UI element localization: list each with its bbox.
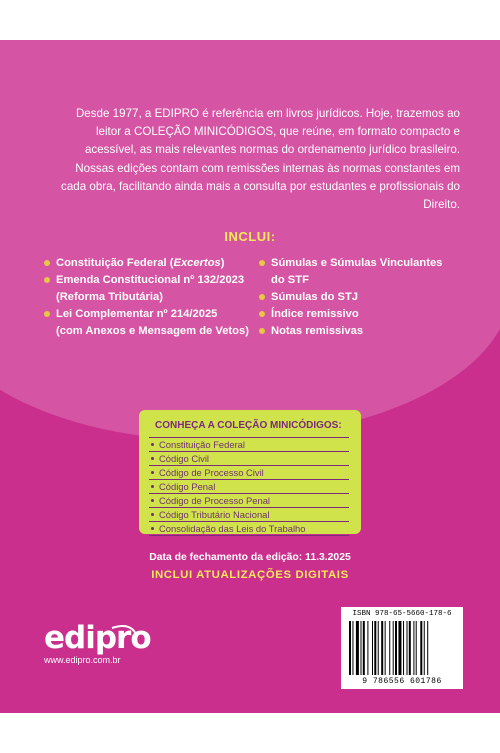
back-cover — [0, 40, 500, 713]
includes-heading: INCLUI: — [224, 229, 276, 244]
collection-item: Consolidação das Leis do Trabalho — [149, 522, 349, 536]
barcode-bar — [349, 621, 351, 675]
bullet-icon — [259, 311, 265, 317]
bullet-icon — [259, 328, 265, 334]
bullet-icon — [44, 277, 50, 283]
isbn-label: ISBN 978-65-5660-178-6 — [352, 610, 452, 618]
barcode-bar — [363, 621, 365, 675]
barcode-bar — [407, 621, 408, 675]
barcode-bar — [352, 621, 353, 675]
barcode-bar — [403, 621, 404, 675]
barcode-bar — [393, 621, 394, 675]
barcode-bar — [356, 621, 359, 675]
barcode-bar — [398, 621, 401, 675]
bullet-icon — [44, 311, 50, 317]
collection-item: Código Tributário Nacional — [149, 508, 349, 522]
logo-text: edipro — [44, 620, 151, 656]
collection-panel — [139, 410, 361, 534]
barcode-bar — [420, 621, 422, 675]
barcode-bar — [424, 621, 425, 675]
barcode-bar — [395, 621, 397, 675]
collection-item: Código Civil — [149, 452, 349, 466]
barcode-bar — [374, 621, 376, 675]
includes-item: Súmulas e Súmulas Vinculantes do STF — [259, 255, 469, 289]
barcode-bar — [381, 621, 383, 675]
publisher-url: www.edipro.com.br — [44, 655, 121, 665]
collection-item: Código de Processo Civil — [149, 466, 349, 480]
includes-list-left — [44, 255, 259, 340]
barcode-bar — [427, 621, 428, 675]
includes-item: Emenda Constitucional nº 132/2023 (Reforma Tributária) — [44, 272, 259, 306]
barcode-bar — [389, 621, 390, 675]
digital-updates: INCLUI ATUALIZAÇÕES DIGITAIS — [151, 569, 349, 581]
barcode-box — [341, 607, 463, 689]
collection-title: CONHEÇA A COLEÇÃO MINICÓDIGOS: — [155, 420, 342, 431]
collection-item: Código de Processo Penal — [149, 494, 349, 508]
collection-item: Código Penal — [149, 480, 349, 494]
includes-item: Lei Complementar nº 214/2025 (com Anexos e Mensagem de Vetos) — [44, 306, 259, 340]
collection-item: Constituição Federal — [149, 438, 349, 452]
barcode-bar — [367, 621, 368, 675]
includes-item: Notas remissivas — [259, 323, 469, 340]
intro-paragraph: Desde 1977, a EDIPRO é referência em livros jurídicos. Hoje, trazemos ao leitor a COLEÇÃO MINICÓDIGOS, que reúne, em formato compacto e acessível, as mais relevantes normas do ordenamento jurídico brasileiro. Nossas edições contam com remissões internas às normas constantes em cada obra, facilitando ainda mais a consulta por estudantes e profissionais do Direito. — [61, 107, 460, 212]
barcode-digits: 9 786556 601786 — [362, 677, 442, 686]
bullet-icon — [259, 260, 265, 266]
includes-item: Índice remissivo — [259, 306, 469, 323]
barcode-bar — [409, 621, 411, 675]
barcode-bar — [378, 621, 379, 675]
barcode-icon — [347, 621, 457, 677]
collection-list — [149, 437, 349, 536]
includes-item: Constituição Federal (Excertos) — [44, 255, 259, 272]
bullet-icon — [259, 294, 265, 300]
includes-list-right — [259, 255, 469, 340]
barcode-bar — [372, 621, 373, 675]
barcode-bar — [416, 621, 417, 675]
includes-item: Súmulas do STJ — [259, 289, 469, 306]
barcode-bar — [361, 621, 362, 675]
bullet-icon — [44, 260, 50, 266]
closing-date: Data de fechamento da edição: 11.3.2025 — [149, 552, 351, 563]
barcode-bar — [413, 621, 414, 675]
barcode-bar — [385, 621, 386, 675]
